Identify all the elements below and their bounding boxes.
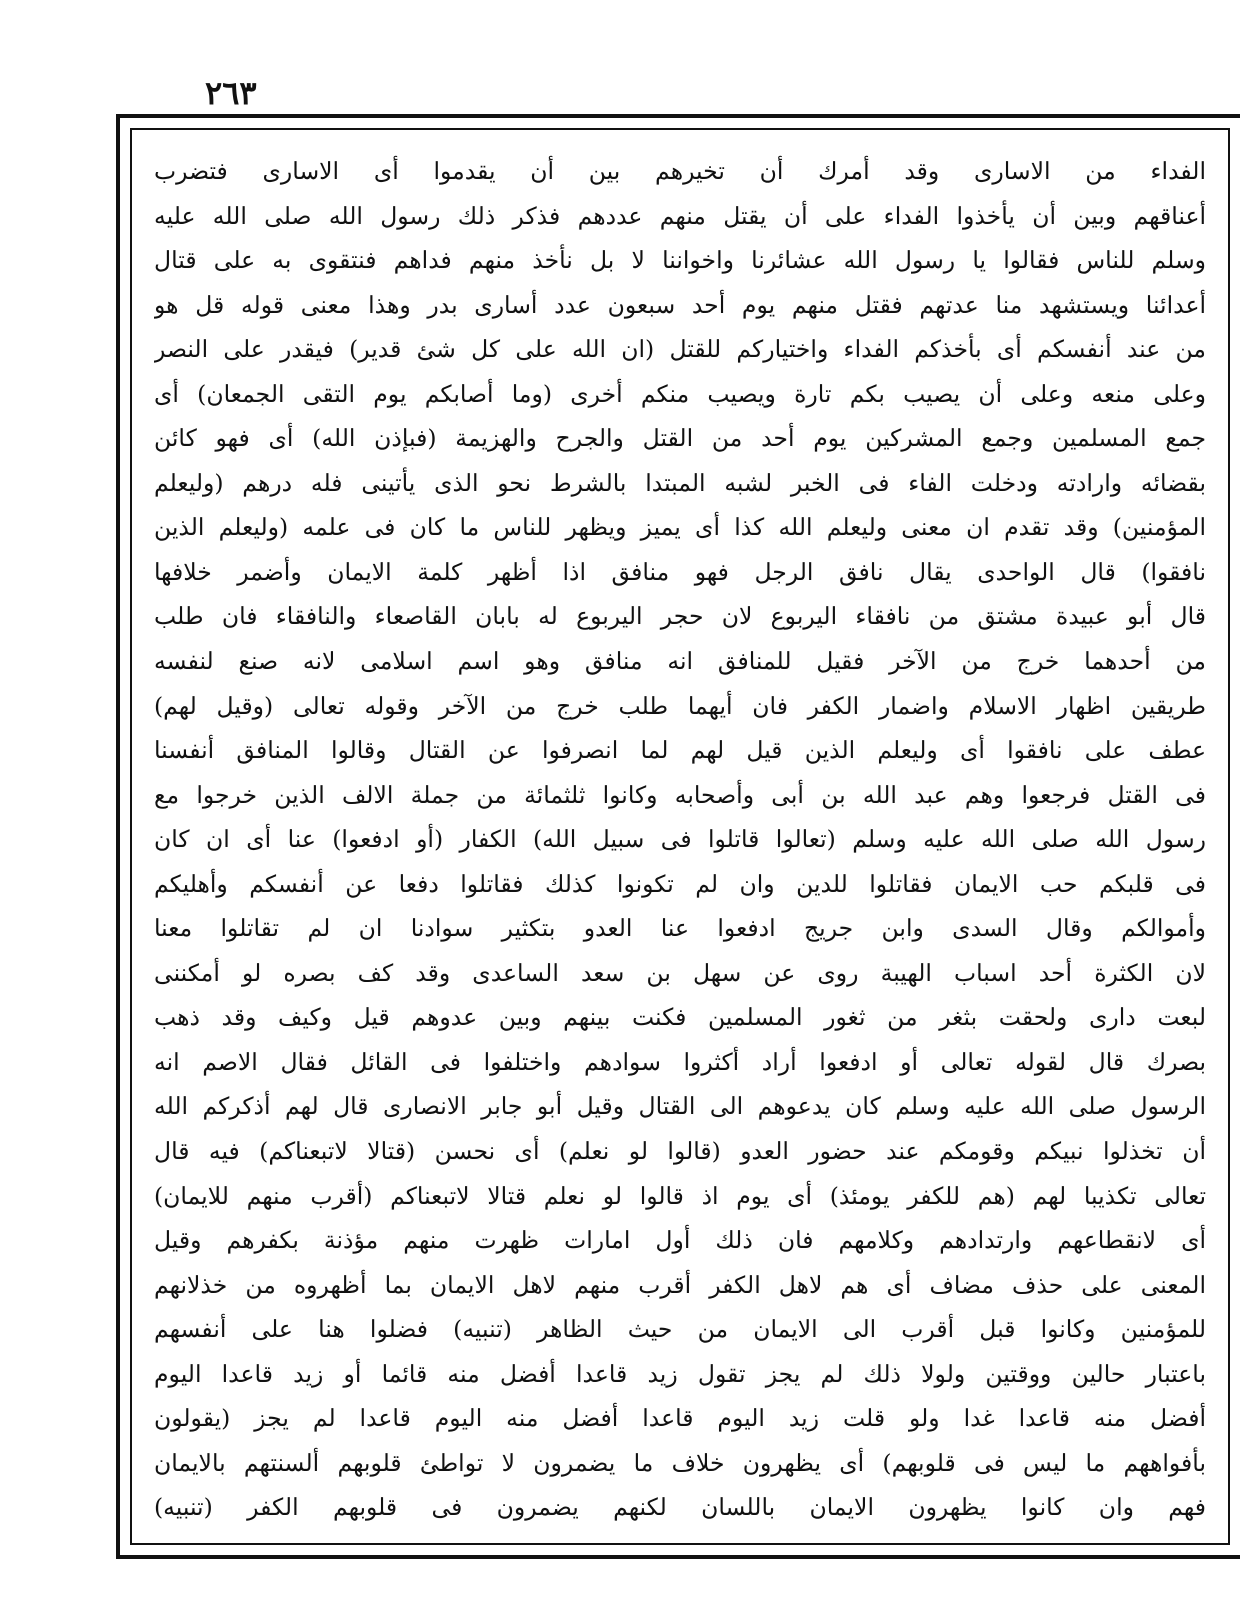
text-line: جمع المسلمين وجمع المشركين يوم أحد من القتل والجرح والهزيمة (فبإذن الله) أى فهو كائن: [154, 424, 1206, 453]
text-line: الرسول صلى الله عليه وسلم كان يدعوهم الى القتال وقيل أبو جابر الانصارى قال لهم أذكركم الله: [154, 1092, 1206, 1121]
text-line: فى قلبكم حب الايمان فقاتلوا للدين وان لم تكونوا كذلك فقاتلوا دفعا عن أنفسكم وأهليكم: [154, 869, 1206, 898]
page-border: [116, 114, 1240, 1559]
page-border-inner: [130, 128, 1230, 1545]
text-line: وعلى منعه وعلى أن يصيب بكم تارة ويصيب منكم أخرى (وما أصابكم يوم التقى الجمعان) أى: [154, 379, 1206, 408]
text-line: أفضل منه قاعدا غدا ولو قلت زيد اليوم قاعدا أفضل منه اليوم قاعدا لم يجز (يقولون: [154, 1404, 1206, 1433]
text-block: [154, 148, 1206, 1529]
text-line: المؤمنين) وقد تقدم ان معنى وليعلم الله كذا أى يميز ويظهر للناس ما كان فى علمه (وليعلم الذين: [154, 513, 1206, 542]
text-line: المعنى على حذف مضاف أى هم لاهل الكفر أقرب منهم لاهل الايمان بما أظهروه من خذلانهم: [154, 1270, 1206, 1299]
text-line: عطف على نافقوا أى وليعلم الذين قيل لهم لما انصرفوا عن القتال وقالوا المنافق أنفسنا: [154, 736, 1206, 765]
text-line: نافقوا) قال الواحدى يقال نافق الرجل فهو منافق اذا أظهر كلمة الايمان وأضمر خلافها: [154, 557, 1206, 586]
text-line: أن تخذلوا نبيكم وقومكم عند حضور العدو (قالوا لو نعلم) أى نحسن (قتالا لاتبعناكم) فيه قال: [154, 1137, 1206, 1166]
page-number: ٢٦٣: [205, 74, 257, 112]
text-line: طريقين اظهار الاسلام واضمار الكفر فان أيهما طلب خرج من الآخر وقوله تعالى (وقيل لهم): [154, 691, 1206, 720]
text-line: أعناقهم وبين أن يأخذوا الفداء على أن يقتل منهم عددهم فذكر ذلك رسول الله صلى الله عليه: [154, 201, 1206, 230]
text-line: وسلم للناس فقالوا يا رسول الله عشائرنا واخواننا لا بل نأخذ منهم فداهم فنتقوى به على قتال: [154, 246, 1206, 275]
text-line: فى القتل فرجعوا وهم عبد الله بن أبى وأصحابه وكانوا ثلثمائة من جملة الالف الذين خرجوا مع: [154, 780, 1206, 809]
text-line: أى لانقطاعهم وارتدادهم وكلامهم فان ذلك أول امارات ظهرت منهم مؤذنة بكفرهم وقيل: [154, 1226, 1206, 1255]
text-line: فهم وان كانوا يظهرون الايمان باللسان لكنهم يضمرون فى قلوبهم الكفر (تنبيه): [154, 1493, 1206, 1522]
text-line: بقضائه وارادته ودخلت الفاء فى الخبر لشبه المبتدا بالشرط نحو الذى يأتينى فله درهم (وليعلم: [154, 468, 1206, 497]
text-line: وأموالكم وقال السدى وابن جريج ادفعوا عنا العدو بتكثير سوادنا ان لم تقاتلوا معنا: [154, 914, 1206, 943]
text-line: بأفواههم ما ليس فى قلوبهم) أى يظهرون خلاف ما يضمرون لا تواطئ قلوبهم ألسنتهم بالايمان: [154, 1448, 1206, 1477]
text-line: تعالى تكذيبا لهم (هم للكفر يومئذ) أى يوم اذ قالوا لو نعلم قتالا لاتبعناكم (أقرب منهم للايمان): [154, 1181, 1206, 1210]
text-line: لبعت دارى ولحقت بثغر من ثغور المسلمين فكنت بينهم وبين عدوهم قيل وكيف وقد ذهب: [154, 1003, 1206, 1032]
text-line: أعدائنا ويستشهد منا عدتهم فقتل منهم يوم أحد سبعون عدد أسارى بدر وهذا معنى قوله قل هو: [154, 290, 1206, 319]
text-line: لان الكثرة أحد اسباب الهيبة روى عن سهل بن سعد الساعدى وقد كف بصره لو أمكننى: [154, 958, 1206, 987]
text-line: للمؤمنين وكانوا قبل أقرب الى الايمان من حيث الظاهر (تنبيه) فضلوا هنا على أنفسهم: [154, 1315, 1206, 1344]
text-line: من أحدهما خرج من الآخر فقيل للمنافق انه منافق وهو اسم اسلامى لانه صنع لنفسه: [154, 647, 1206, 676]
text-line: باعتبار حالين ووقتين ولولا ذلك لم يجز تقول زيد قاعدا أفضل منه قائما أو زيد قاعدا اليوم: [154, 1359, 1206, 1388]
text-line: بصرك قال لقوله تعالى أو ادفعوا أراد أكثروا سوادهم واختلفوا فى القائل فقال الاصم انه: [154, 1047, 1206, 1076]
text-line: قال أبو عبيدة مشتق من نافقاء اليربوع لان حجر اليربوع له بابان القاصعاء والنافقاء فان طلب: [154, 602, 1206, 631]
text-line: رسول الله صلى الله عليه وسلم (تعالوا قاتلوا فى سبيل الله) الكفار (أو ادفعوا) عنا أى ان كان: [154, 825, 1206, 854]
text-line: الفداء من الاسارى وقد أمرك أن تخيرهم بين أن يقدموا أى الاسارى فتضرب: [154, 157, 1206, 185]
text-line: من عند أنفسكم أى بأخذكم الفداء واختياركم للقتل (ان الله على كل شئ قدير) فيقدر على النصر: [154, 335, 1206, 364]
